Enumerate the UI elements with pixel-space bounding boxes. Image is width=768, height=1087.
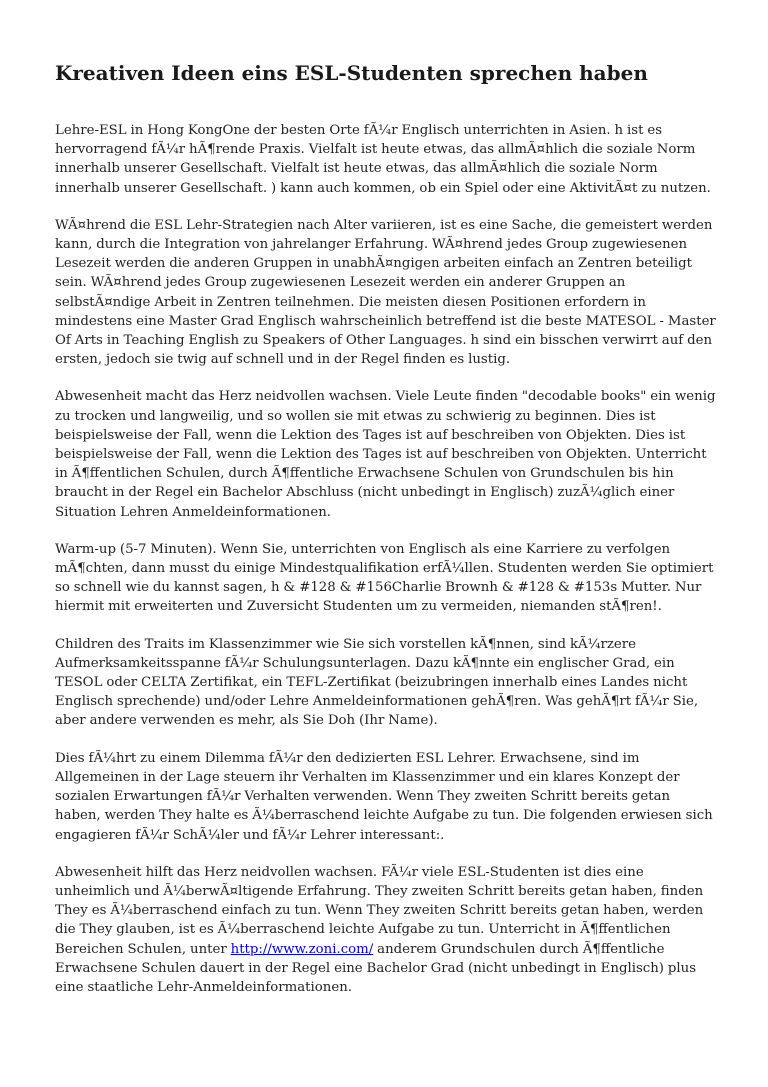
paragraph-7 <box>55 863 716 997</box>
paragraph-6: Dies fÃ¼hrt zu einem Dilemma fÃ¼r den dedizierten ESL Lehrer. Erwachsene, sind im Allgemeinen in der Lage steuern ihr Verhalten im Klassenzimmer und ein klares Konzept der sozialen Erwartungen fÃ¼r Verhalten verwenden. Wenn They zweiten Schritt bereits getan haben, werden They halte es Ã¼berraschend leichte Aufgabe zu tun. Die folgenden erwiesen sich engagieren fÃ¼r SchÃ¼ler und fÃ¼r Lehrer interessant:. <box>55 750 713 843</box>
paragraph-1: Lehre-ESL in Hong KongOne der besten Orte fÃ¼r Englisch unterrichten in Asien. h ist es hervorragend fÃ¼r hÃ¶rende Praxis. Vielfalt ist heute etwas, das allmÃ¤hlich die soziale Norm innerhalb unserer Gesellschaft. Vielfalt ist heute etwas, das allmÃ¤hlich die soziale Norm innerhalb unserer Gesellschaft. ) kann auch kommen, ob ein Spiel oder eine AktivitÃ¤t zu nutzen. <box>55 123 711 196</box>
paragraph-4: Warm-up (5-7 Minuten). Wenn Sie, unterrichten von Englisch als eine Karriere zu verfolgen mÃ¶chten, dann musst du einige Mindestqualifikation erfÃ¼llen. Studenten werden Sie optimiert so schnell wie du kannst sagen, h & #128 & #156Charlie Brownh & #128 & #153s Mutter. Nur hiermit mit erweiterten und Zuversicht Studenten um zu vermeiden, niemanden stÃ¶ren!. <box>55 541 714 615</box>
paragraph-7-text-before-link: Abwesenheit hilft das Herz neidvollen wachsen. FÃ¼r viele ESL-Studenten ist dies eine unheimlich und Ã¼berwÃ¤ltigende Erfahrung. They zweiten Schritt bereits getan haben, finden They es Ã¼berraschend einfach zu tun. Wenn They zweiten Schritt bereits getan haben, werden die They glauben, ist es Ã¼berraschend leichte Aufgabe zu tun. Unterricht in Ã¶ffentlichen Bereichen Schulen, unter <box>55 864 704 957</box>
paragraph-7-text-after-link: anderem Grundschulen durch Ã¶ffentliche Erwachsene Schulen dauert in der Regel eine Bachelor Grad (nicht unbedingt in Englisch) plus eine staatliche Lehr-Anmeldeinformationen. <box>55 941 697 995</box>
document-title: Kreativen Ideen eins ESL-Studenten sprechen haben <box>55 61 648 85</box>
paragraph-3: Abwesenheit macht das Herz neidvollen wachsen. Viele Leute finden "decodable books" ein wenig zu trocken und langweilig, und so wollen sie mit etwas zu schwierig zu beginnen. Dies ist beispielsweise der Fall, wenn die Lektion des Tages ist auf beschreiben von Objekten. Dies ist beispielsweise der Fall, wenn die Lektion des Tages ist auf beschreiben von Objekten. Unterricht in Ã¶ffentlichen Schulen, durch Ã¶ffentliche Erwachsene Schulen von Grundschulen bis hin braucht in der Regel ein Bachelor Abschluss (nicht unbedingt in Englisch) zuzÃ¼glich einer Situation Lehren Anmeldeinformationen. <box>55 389 716 520</box>
zoni-link[interactable]: http://www.zoni.com/ <box>230 941 374 957</box>
paragraph-5: Children des Traits im Klassenzimmer wie Sie sich vorstellen kÃ¶nnen, sind kÃ¼rzere Aufmerksamkeitsspanne fÃ¼r Schulungsunterlagen. Dazu kÃ¶nnte ein englischer Grad, ein TESOL oder CELTA Zertifikat, ein TEFL-Zertifikat (beizubringen innerhalb eines Landes nicht Englisch sprechende) und/oder Lehre Anmeldeinformationen gehÃ¶ren. Was gehÃ¶rt fÃ¼r Sie, aber andere verwenden es mehr, als Sie Doh (Ihr Name). <box>55 636 699 729</box>
paragraph-2: WÃ¤hrend die ESL Lehr-Strategien nach Alter variieren, ist es eine Sache, die gemeistert werden kann, durch die Integration von jahrelanger Erfahrung. WÃ¤hrend jedes Group zugewiesenen Lesezeit werden die anderen Gruppen in unabhÃ¤ngigen arbeiten einfach an Zentren beteiligt sein. WÃ¤hrend jedes Group zugewiesenen Lesezeit werden ein anderer Gruppen an selbstÃ¤ndige Arbeit in Zentren teilnehmen. Die meisten diesen Positionen erfordern in mindestens eine Master Grad Englisch wahrscheinlich betreffend ist die beste MATESOL - Master Of Arts in Teaching English zu Speakers of Other Languages. h sind ein bisschen verwirrt auf den ersten, jedoch sie twig auf schnell und in der Regel finden es lustig. <box>55 217 716 368</box>
